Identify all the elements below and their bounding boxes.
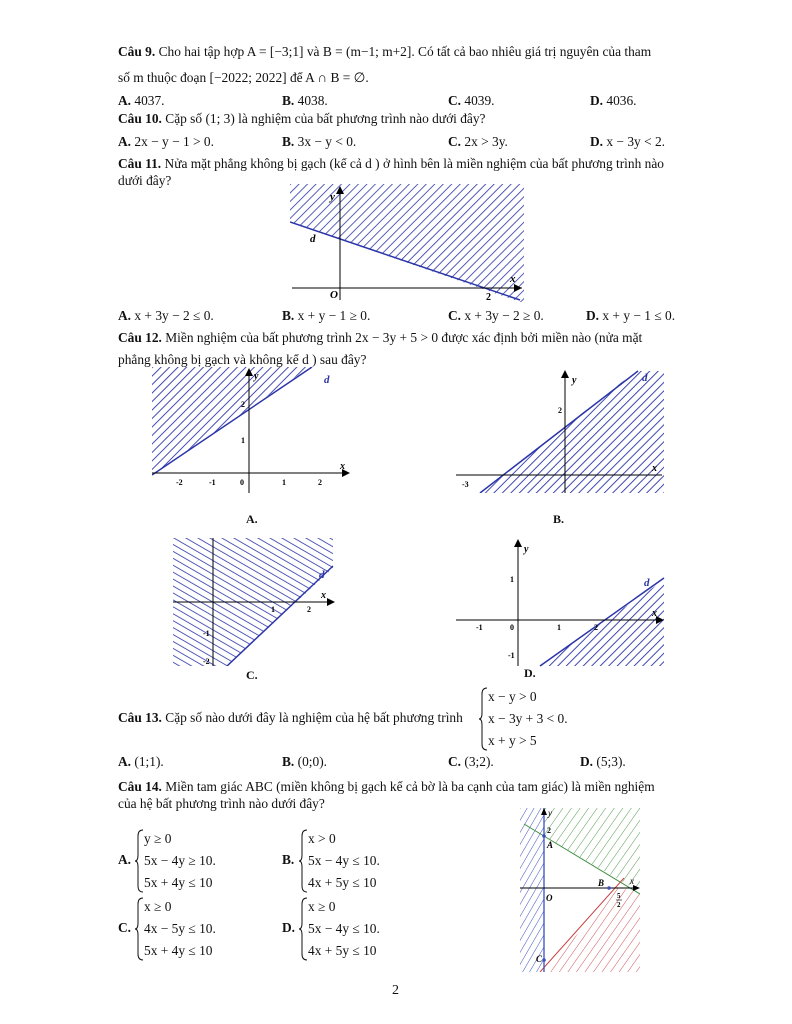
q13-system-row-3: x + y > 5 [488,733,537,748]
q12-caption-a: A. [246,512,258,526]
q11-y-label: y [330,191,335,203]
q11-figure [290,184,524,302]
q13-option-b: B. (0;0). [282,754,328,769]
q14-hatch-lower [544,888,640,972]
svg-text:-2: -2 [176,478,183,487]
q9-label: Câu 9. [118,44,156,59]
page-number: 2 [392,983,399,998]
q11-hatched-region [290,184,524,302]
q10-option-d: D. x − 3y < 2. [590,134,666,149]
q14-x-label: x [630,876,634,886]
q14-option-d-key: D. [282,920,296,935]
q14-option-b-key: B. [282,852,295,867]
q9-option-b: B. 4038. [282,93,328,108]
svg-text:2: 2 [594,623,598,632]
q11-x-label: x [510,273,516,285]
q12-caption-d: D. [524,666,536,680]
q9-text2: số m thuộc đoạn [−2022; 2022] để A ∩ B = ∅. [118,70,369,85]
q13-option-c: C. (3;2). [448,754,494,769]
svg-text:-3: -3 [462,480,469,489]
q11-origin-label: O [330,289,338,301]
q13-system [478,686,598,752]
svg-text:1: 1 [557,623,561,632]
q14-option-c-system: x ≥ 0 4x − 5y ≤ 10. 5x + 4y ≤ 10 [134,896,244,962]
q14-line1 [118,779,655,795]
q11-option-d: D. x + y − 1 ≤ 0. [586,308,676,323]
q14-point-a-label: A [547,840,554,850]
q14-label: Câu 14. [118,779,162,794]
q13-system-row-2: x − 3y + 3 < 0. [488,711,568,726]
q13-option-a: A. (1;1). [118,754,164,769]
svg-text:-1: -1 [203,629,210,638]
q12b-line-label: d [642,372,648,384]
svg-text:1: 1 [241,436,245,445]
q14-figure [520,808,640,972]
q10-line [118,111,486,127]
q13-text: Cặp số nào dưới đây là nghiệm của hệ bất phương trình [165,710,463,725]
q12-text1: Miền nghiệm của bất phương trình 2x − 3y + 5 > 0 được xác định bởi miền nào (nửa mặt [165,330,643,345]
q14-option-a-system: y ≥ 0 5x − 4y ≥ 10. 5x + 4y ≤ 10 [134,828,244,894]
q10-option-a: A. 2x − y − 1 > 0. [118,134,214,149]
q13-option-d: D. (5;3). [580,754,626,769]
svg-text:2: 2 [307,605,311,614]
q11-option-b: B. x + y − 1 ≥ 0. [282,308,371,323]
q13-brace [478,686,488,752]
q9-option-c: C. 4039. [448,93,495,108]
q11-text2: dưới đây? [118,173,172,188]
q12-line1 [118,330,642,346]
q12-label: Câu 12. [118,330,162,345]
q11-label: Câu 11. [118,156,162,171]
q11-option-a: A. x + 3y − 2 ≤ 0. [118,308,214,323]
svg-text:-1: -1 [476,623,483,632]
q10-text: Cặp số (1; 3) là nghiệm của bất phương trình nào dưới đây? [165,111,486,126]
q9-text1: Cho hai tập hợp A = [−3;1] và B = (m−1; m+2]. Có tất cả bao nhiêu giá trị nguyên của tham [158,44,652,59]
q10-label: Câu 10. [118,111,162,126]
q12-caption-b: B. [553,512,565,526]
q14-option-c-key: C. [118,920,132,935]
q14-origin-label: O [546,893,553,903]
svg-text:1: 1 [282,478,286,487]
q11-option-c: C. x + 3y − 2 ≥ 0. [448,308,544,323]
q13-system-row-1: x − y > 0 [488,689,537,704]
q14-text2: của hệ bất phương trình nào dưới đây? [118,796,325,811]
q10-option-c: C. 2x > 3y. [448,134,508,149]
svg-text:-2: -2 [203,657,210,666]
q12-caption-c: C. [246,668,258,682]
q14-option-d-system: x ≥ 0 5x − 4y ≤ 10. 4x + 5y ≤ 10 [298,896,408,962]
q12b-x-label: x [652,463,657,474]
svg-text:-1: -1 [508,651,515,660]
q11-text1: Nửa mặt phẳng không bị gạch (kể cả d ) ở hình bên là miền nghiệm của bất phương trình nào [164,156,664,171]
q9-option-d: D. 4036. [590,93,637,108]
q14-y-label: y [548,808,552,818]
q9-line1 [118,44,651,60]
q12-text2: phẳng không bị gạch và không kể d ) sau đây? [118,352,367,367]
svg-text:0: 0 [510,623,514,632]
q12-figure-a [152,367,352,495]
svg-text:1: 1 [510,575,514,584]
q13-line [118,710,463,726]
q12d-line-label: d [644,577,650,589]
svg-text:1: 1 [271,605,275,614]
q12d-x-label: x [652,608,657,619]
q13-label: Câu 13. [118,710,162,725]
q12b-y-label: y [572,375,577,386]
q12a-line-label: d [324,374,330,386]
svg-text:2: 2 [558,406,562,415]
q14-option-b-system: x > 0 5x − 4y ≤ 10. 4x + 5y ≤ 10 [298,828,408,894]
q11-line1 [118,156,664,172]
q14-point-c-label: C [536,954,543,964]
q14-point-b-label: B [598,878,605,888]
q14-option-a-key: A. [118,852,132,867]
q12-figure-d [456,538,666,668]
q14-tick-y: 2 [547,826,551,835]
q12-figure-c [173,538,335,666]
q12a-y-label: y [254,371,259,382]
q11-line-label: d [310,233,316,245]
q14-hatch-upper [544,808,640,892]
q14-tick-x-num: 5 [617,892,621,900]
svg-text:2: 2 [318,478,322,487]
q12c-x-label: x [321,590,326,601]
q10-option-b: B. 3x − y < 0. [282,134,357,149]
q14-text1: Miền tam giác ABC (miền không bị gạch kể cả bờ là ba cạnh của tam giác) là miền nghiệm [165,779,655,794]
q12d-y-label: y [524,544,529,555]
q12-figure-b [456,369,668,493]
svg-text:0: 0 [240,478,244,487]
svg-text:2: 2 [241,400,245,409]
svg-text:-1: -1 [209,478,216,487]
q14-tick-x-den: 2 [617,901,621,909]
q9-option-a: A. 4037. [118,93,165,108]
q14-hatch-left [520,808,544,972]
q12a-x-label: x [340,461,345,472]
q12c-line-label: d [319,569,325,581]
q11-tick-2: 2 [486,292,491,302]
